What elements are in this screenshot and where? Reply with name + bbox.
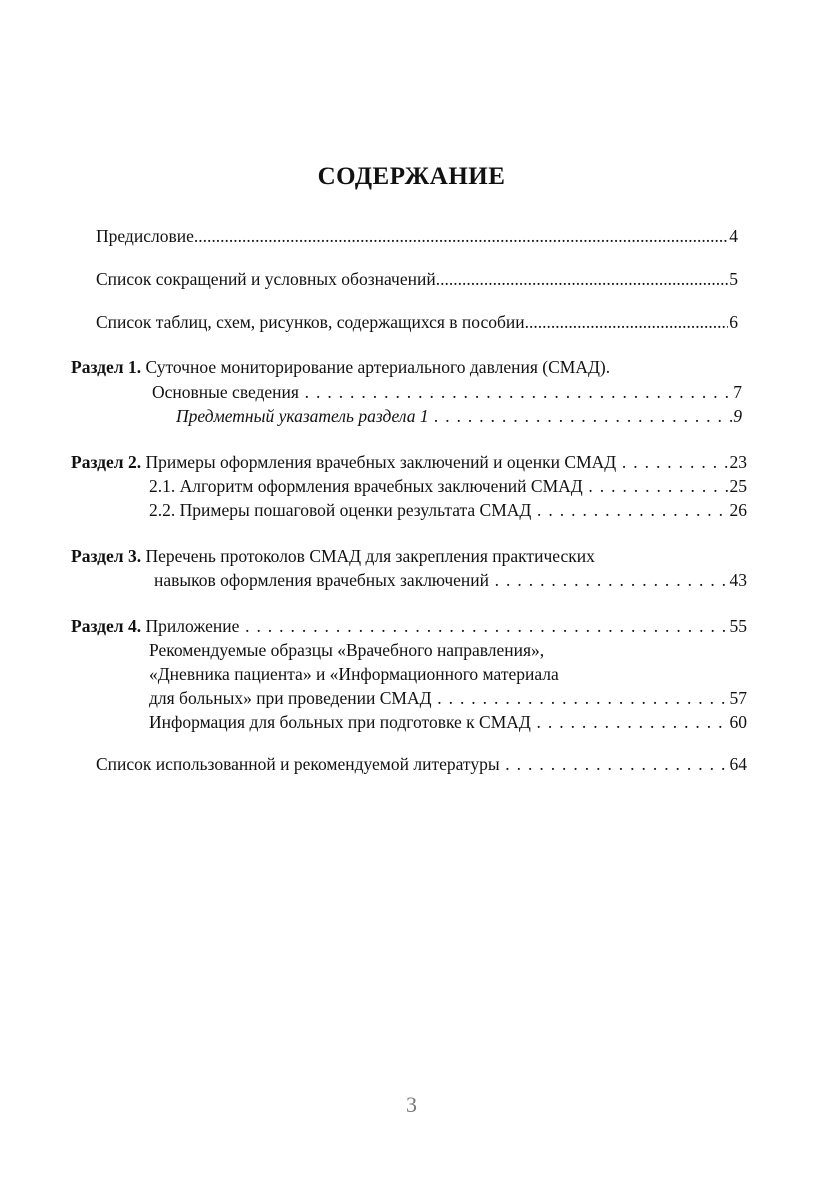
toc-entry-text: 2.2. Примеры пошаговой оценки результата СМАД . . . xyxy=(149,498,729,522)
section-title-line: Суточное мониторирование артериального давления (СМАД). xyxy=(145,357,611,377)
toc-section-1-heading xyxy=(71,355,610,379)
toc-entry-text: Список таблиц, схем, рисунков, содержащихся в пособии ..... xyxy=(96,310,728,334)
toc-section-3-entry xyxy=(154,568,747,592)
toc-page-number: 6 xyxy=(729,312,738,332)
toc-entry-text: для больных» при проведении СМАД . . . xyxy=(149,686,729,710)
toc-entry-text: Список использованной и рекомендуемой литературы . . . xyxy=(96,752,729,776)
toc-section-2 xyxy=(71,450,747,474)
toc-page-number: 60 xyxy=(729,712,747,732)
toc-page-number: 9 xyxy=(733,406,742,426)
toc-entry-text: Информация для больных при подготовке к СМАД . . . xyxy=(149,710,729,734)
toc-page-number: 55 xyxy=(729,616,747,636)
section-label: Раздел 3. xyxy=(71,546,142,566)
toc-page-number: 5 xyxy=(729,269,738,289)
toc-entry-text: Предметный указатель раздела 1 . . . xyxy=(176,404,732,428)
page-number: 3 xyxy=(406,1092,417,1117)
toc-entry-tables xyxy=(96,310,738,334)
toc-entry-preface xyxy=(96,224,738,248)
toc-entry-literature xyxy=(96,752,747,776)
toc-section-4-info xyxy=(149,710,747,734)
toc-entry-text: Раздел 2. Примеры оформления врачебных заключений и оценки СМАД . . . xyxy=(71,450,729,474)
toc-entry-text: Предисловие ..... xyxy=(96,224,728,248)
section-label: Раздел 1. xyxy=(71,357,142,377)
toc-page-number: 25 xyxy=(729,476,747,496)
toc-section-2-2 xyxy=(149,498,747,522)
toc-section-1-index xyxy=(176,404,742,428)
section-title-line: Перечень протоколов СМАД для закрепления практических xyxy=(145,546,595,566)
toc-section-1-entry xyxy=(152,380,742,404)
toc-page-number: 7 xyxy=(733,382,742,402)
toc-page-number: 26 xyxy=(729,500,747,520)
toc-entry-abbreviations xyxy=(96,267,738,291)
toc-entry-text: навыков оформления врачебных заключений . . . xyxy=(154,568,729,592)
toc-section-4-recommended xyxy=(149,686,747,710)
toc-section-4-recommended-line2: «Дневника пациента» и «Информационного материала xyxy=(149,664,559,684)
toc-page-number: 43 xyxy=(729,570,747,590)
toc-entry-text: Список сокращений и условных обозначений ..... xyxy=(96,267,728,291)
toc-entry-text: Основные сведения . . . xyxy=(152,380,732,404)
toc-section-4-recommended-line1: Рекомендуемые образцы «Врачебного направления», xyxy=(149,640,545,660)
toc-section-3-heading xyxy=(71,544,595,568)
toc-entry-text: 2.1. Алгоритм оформления врачебных заключений СМАД . . . xyxy=(149,474,729,498)
section-label: Раздел 4. xyxy=(71,616,142,636)
toc-section-2-1 xyxy=(149,474,747,498)
toc-entry-text: Раздел 4. Приложение . . . xyxy=(71,614,729,638)
section-label: Раздел 2. xyxy=(71,452,142,472)
toc-page-number: 57 xyxy=(729,688,747,708)
toc-page-number: 23 xyxy=(729,452,747,472)
page-title: СОДЕРЖАНИЕ xyxy=(317,163,506,190)
toc-section-4 xyxy=(71,614,747,638)
toc-page-number: 4 xyxy=(729,226,738,246)
toc-page-number: 64 xyxy=(729,754,747,774)
